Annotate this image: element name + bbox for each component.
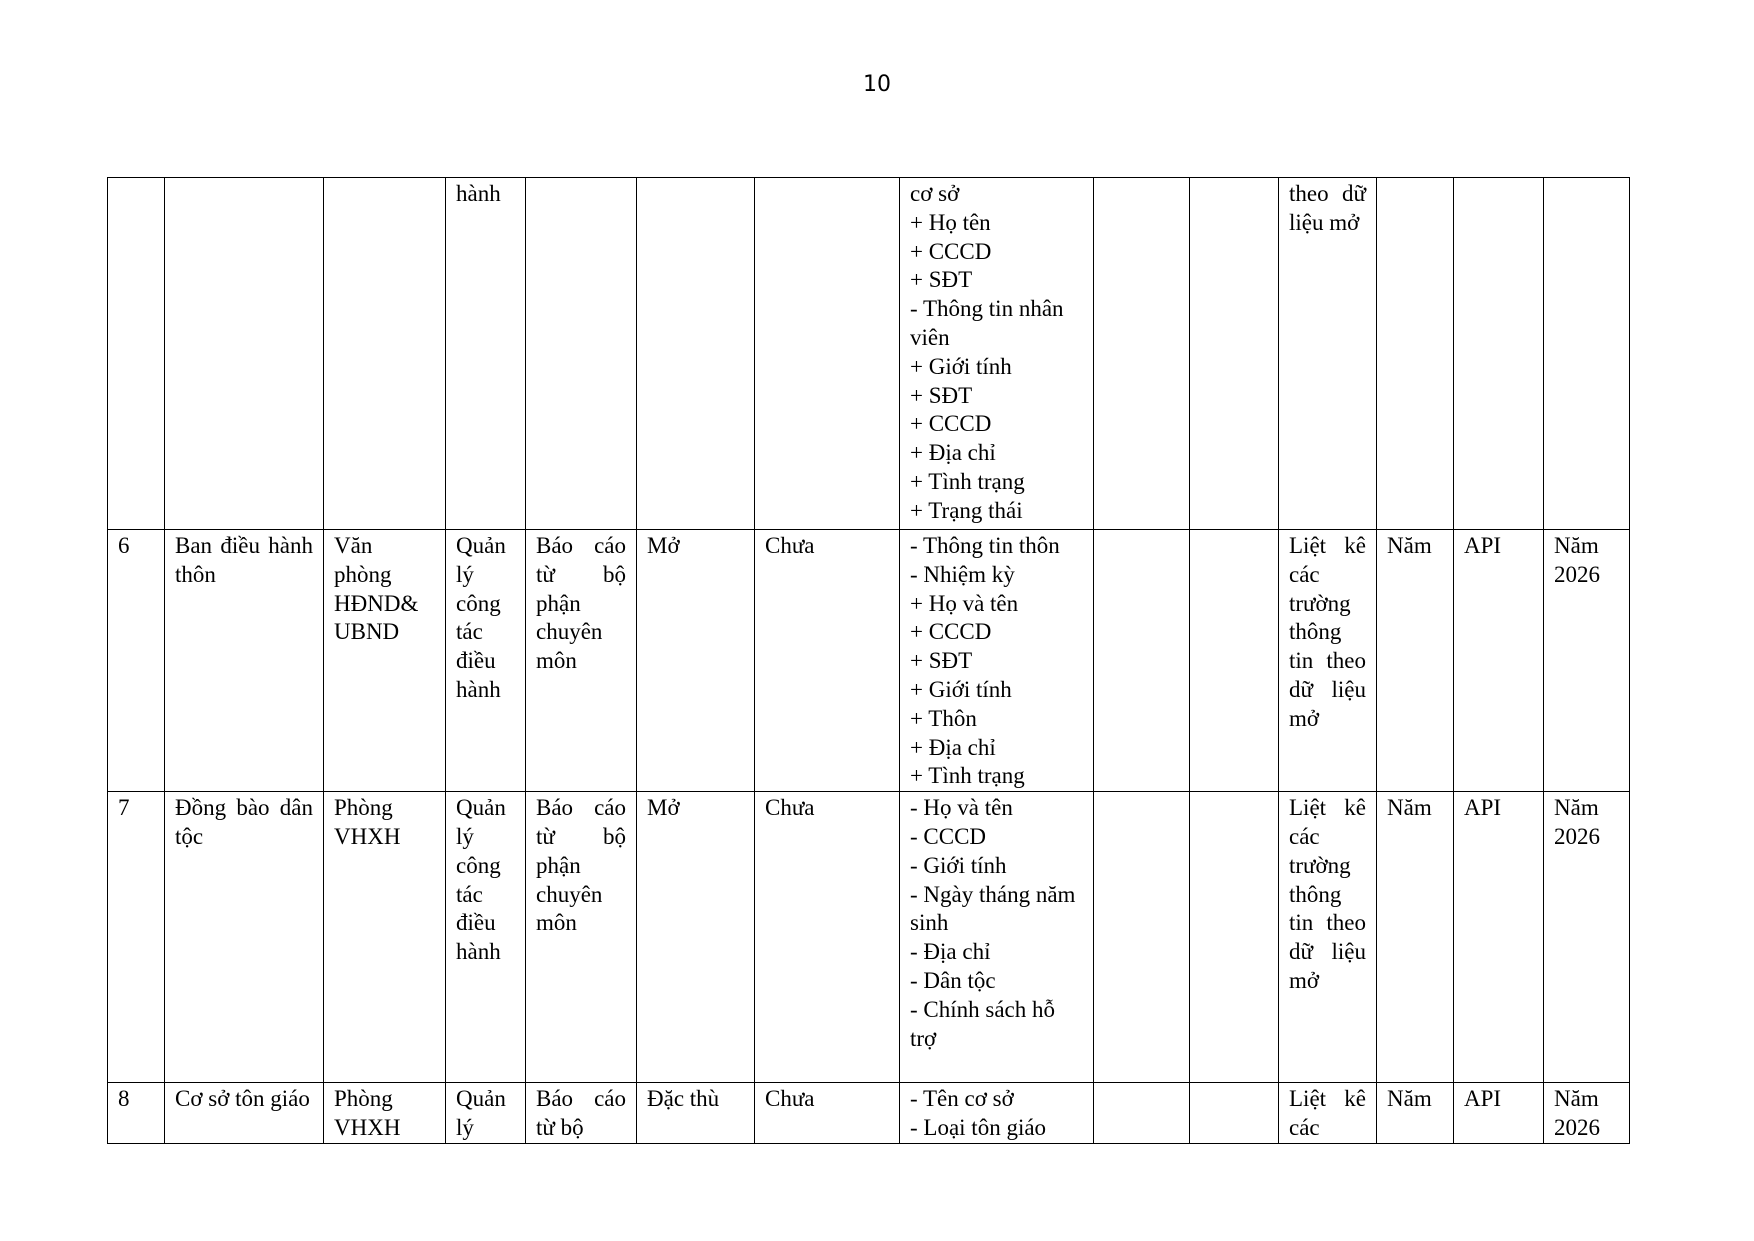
cell-dataset-name: Đồng bào dân tộc xyxy=(165,792,324,1083)
cell-frequency: Năm xyxy=(1377,530,1454,792)
cell-description: Liệt kê các xyxy=(1279,1083,1377,1144)
cell-purpose: Quản lý công tác điều hành xyxy=(446,792,526,1083)
cell-fields: - Thông tin thôn - Nhiệm kỳ + Họ và tên + CCCD + SĐT + Giới tính + Thôn + Địa chỉ + Tình trạng xyxy=(900,530,1094,792)
cell-type: Đặc thù xyxy=(637,1083,755,1144)
cell-empty xyxy=(1094,530,1190,792)
cell-unit: Văn phòng HĐND& UBND xyxy=(324,530,446,792)
cell-purpose: Quản lý công tác điều hành xyxy=(446,530,526,792)
cell-timeline: Năm 2026 xyxy=(1544,792,1630,1083)
cell-timeline: Năm 2026 xyxy=(1544,1083,1630,1144)
cell-dataset-name: Ban điều hành thôn xyxy=(165,530,324,792)
cell-source: Báo cáo từ bộ xyxy=(526,1083,637,1144)
cell-timeline xyxy=(1544,178,1630,530)
cell-fields: cơ sở + Họ tên + CCCD + SĐT - Thông tin nhân viên + Giới tính + SĐT + CCCD + Địa chỉ + Tình trạng + Trạng thái xyxy=(900,178,1094,530)
cell-status: Chưa xyxy=(755,530,900,792)
cell-description: Liệt kê các trường thông tin theo dữ liệu mở xyxy=(1279,792,1377,1083)
cell-fields: - Họ và tên - CCCD - Giới tính - Ngày tháng năm sinh - Địa chỉ - Dân tộc - Chính sách hỗ trợ xyxy=(900,792,1094,1083)
cell-empty xyxy=(1190,792,1279,1083)
cell-empty xyxy=(1190,1083,1279,1144)
cell-fields: - Tên cơ sở - Loại tôn giáo xyxy=(900,1083,1094,1144)
cell-source: Báo cáo từ bộ phận chuyên môn xyxy=(526,530,637,792)
cell-unit xyxy=(324,178,446,530)
cell-method xyxy=(1454,178,1544,530)
table-row xyxy=(108,792,1630,1083)
cell-description: Liệt kê các trường thông tin theo dữ liệu mở xyxy=(1279,530,1377,792)
cell-frequency: Năm xyxy=(1377,1083,1454,1144)
cell-stt xyxy=(108,178,165,530)
cell-method: API xyxy=(1454,792,1544,1083)
cell-type: Mở xyxy=(637,792,755,1083)
cell-type xyxy=(637,178,755,530)
cell-unit: Phòng VHXH xyxy=(324,1083,446,1144)
cell-stt: 6 xyxy=(108,530,165,792)
cell-status: Chưa xyxy=(755,1083,900,1144)
cell-stt: 7 xyxy=(108,792,165,1083)
cell-empty xyxy=(1094,178,1190,530)
cell-empty xyxy=(1190,530,1279,792)
table-row xyxy=(108,530,1630,792)
cell-frequency xyxy=(1377,178,1454,530)
cell-method: API xyxy=(1454,530,1544,792)
cell-timeline: Năm 2026 xyxy=(1544,530,1630,792)
cell-purpose: hành xyxy=(446,178,526,530)
cell-empty xyxy=(1094,792,1190,1083)
cell-source: Báo cáo từ bộ phận chuyên môn xyxy=(526,792,637,1083)
cell-unit: Phòng VHXH xyxy=(324,792,446,1083)
cell-empty xyxy=(1190,178,1279,530)
page-number: 10 xyxy=(863,72,891,97)
cell-empty xyxy=(1094,1083,1190,1144)
cell-method: API xyxy=(1454,1083,1544,1144)
table-row xyxy=(108,178,1630,530)
cell-source xyxy=(526,178,637,530)
cell-purpose: Quản lý xyxy=(446,1083,526,1144)
cell-status: Chưa xyxy=(755,792,900,1083)
data-catalog-table xyxy=(107,177,1630,1144)
cell-type: Mở xyxy=(637,530,755,792)
cell-frequency: Năm xyxy=(1377,792,1454,1083)
cell-dataset-name xyxy=(165,178,324,530)
cell-dataset-name: Cơ sở tôn giáo xyxy=(165,1083,324,1144)
cell-description: theo dữ liệu mở xyxy=(1279,178,1377,530)
cell-stt: 8 xyxy=(108,1083,165,1144)
table-row xyxy=(108,1083,1630,1144)
cell-status xyxy=(755,178,900,530)
